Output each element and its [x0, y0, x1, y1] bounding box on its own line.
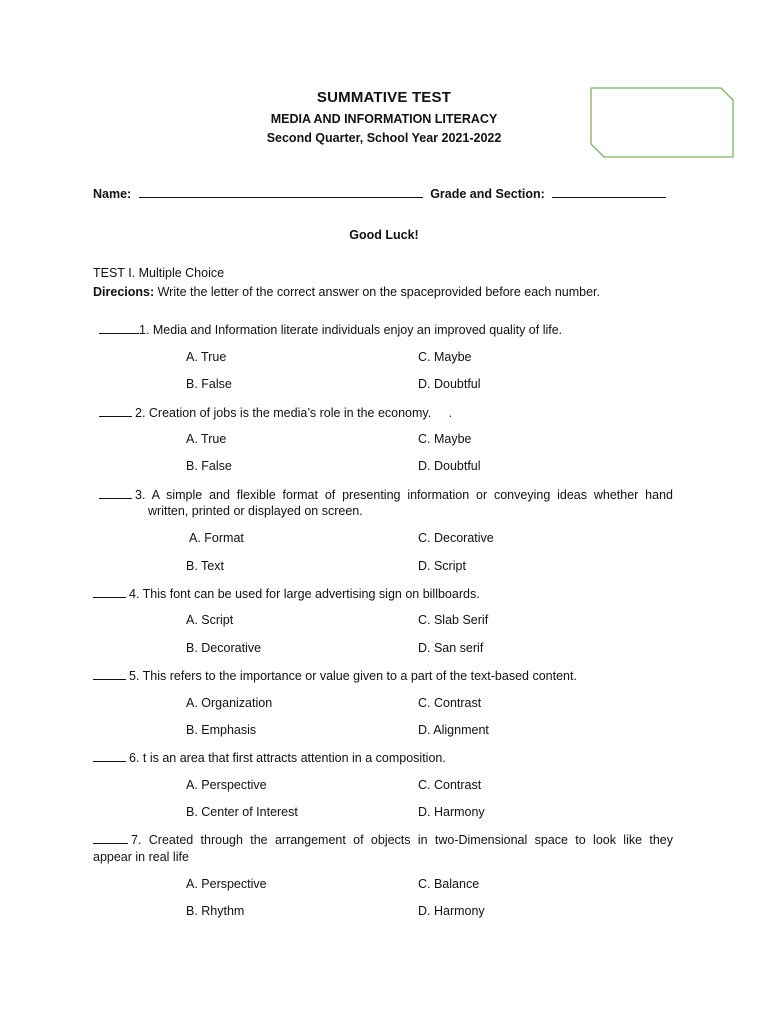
- question-1-text: 1. Media and Information literate individuals enjoy an improved quality of life.: [139, 323, 563, 337]
- q6-choice-a: A. Perspective: [186, 778, 267, 792]
- question-4-text: 4. This font can be used for large advertising sign on billboards.: [129, 587, 480, 601]
- question-2: [99, 405, 452, 420]
- answer-blank-1[interactable]: [99, 322, 139, 334]
- question-3-cont: written, printed or displayed on screen.: [148, 504, 363, 518]
- q4-choice-a: A. Script: [186, 613, 234, 627]
- question-7-cont: appear in real life: [93, 850, 189, 864]
- question-6: [93, 750, 446, 765]
- q7-choice-b: B. Rhythm: [186, 904, 245, 918]
- answer-blank-7[interactable]: [93, 832, 128, 844]
- q5-choice-b: B. Emphasis: [186, 723, 257, 737]
- q4-choice-d: D. San serif: [418, 641, 484, 655]
- q2-choice-a: A. True: [186, 432, 227, 446]
- q7-choice-d: D. Harmony: [418, 904, 485, 918]
- question-7: [93, 832, 673, 847]
- score-box: [590, 87, 734, 158]
- student-info-row: [93, 187, 666, 201]
- answer-blank-3[interactable]: [99, 487, 132, 499]
- question-6-text: 6. t is an area that first attracts attention in a composition.: [129, 751, 446, 765]
- answer-blank-6[interactable]: [93, 750, 126, 762]
- q2-choice-b: B. False: [186, 459, 232, 473]
- q1-choice-c: C. Maybe: [418, 350, 472, 364]
- name-label: Name:: [93, 187, 132, 201]
- question-5-text: 5. This refers to the importance or value given to a part of the text-based content.: [129, 669, 577, 683]
- question-4: [93, 586, 480, 601]
- directions-text: Write the letter of the correct answer on the spaceprovided before each number.: [154, 285, 600, 299]
- q1-choice-d: D. Doubtful: [418, 377, 481, 391]
- test-heading: TEST I. Multiple Choice: [93, 266, 225, 280]
- answer-blank-4[interactable]: [93, 586, 126, 598]
- q2-choice-d: D. Doubtful: [418, 459, 481, 473]
- q7-choice-a: A. Perspective: [186, 877, 267, 891]
- question-3-text: 3. A simple and flexible format of presenting information or conveying ideas whether hand: [135, 488, 673, 502]
- q3-choice-c: C. Decorative: [418, 531, 494, 545]
- q1-choice-b: B. False: [186, 377, 232, 391]
- name-field[interactable]: [139, 196, 423, 198]
- greeting: Good Luck!: [349, 228, 419, 242]
- grade-section-field[interactable]: [552, 196, 666, 198]
- directions: [93, 285, 600, 299]
- q6-choice-d: D. Harmony: [418, 805, 485, 819]
- q6-choice-c: C. Contrast: [418, 778, 482, 792]
- q2-choice-c: C. Maybe: [418, 432, 472, 446]
- q5-choice-c: C. Contrast: [418, 696, 482, 710]
- question-5: [93, 668, 577, 683]
- directions-label: Direcions:: [93, 285, 155, 299]
- q3-choice-a: A. Format: [189, 531, 244, 545]
- q5-choice-a: A. Organization: [186, 696, 273, 710]
- q4-choice-c: C. Slab Serif: [418, 613, 489, 627]
- q3-choice-b: B. Text: [186, 559, 224, 573]
- q5-choice-d: D. Alignment: [418, 723, 489, 737]
- question-3: [99, 487, 673, 502]
- subject-title: MEDIA AND INFORMATION LITERACY: [270, 112, 498, 126]
- q7-choice-c: C. Balance: [418, 877, 480, 891]
- grade-section-label: Grade and Section:: [430, 187, 545, 201]
- page-title: SUMMATIVE TEST: [316, 89, 452, 106]
- school-year: Second Quarter, School Year 2021-2022: [266, 131, 502, 145]
- answer-blank-5[interactable]: [93, 668, 126, 680]
- q4-choice-b: B. Decorative: [186, 641, 262, 655]
- answer-blank-2[interactable]: [99, 405, 132, 417]
- question-7-text: 7. Created through the arrangement of objects in two-Dimensional space to look like they: [131, 833, 673, 847]
- q6-choice-b: B. Center of Interest: [186, 805, 298, 819]
- q3-choice-d: D. Script: [418, 559, 466, 573]
- question-2-text: 2. Creation of jobs is the media’s role in the economy. .: [135, 406, 453, 420]
- q1-choice-a: A. True: [186, 350, 227, 364]
- question-1: [99, 322, 562, 337]
